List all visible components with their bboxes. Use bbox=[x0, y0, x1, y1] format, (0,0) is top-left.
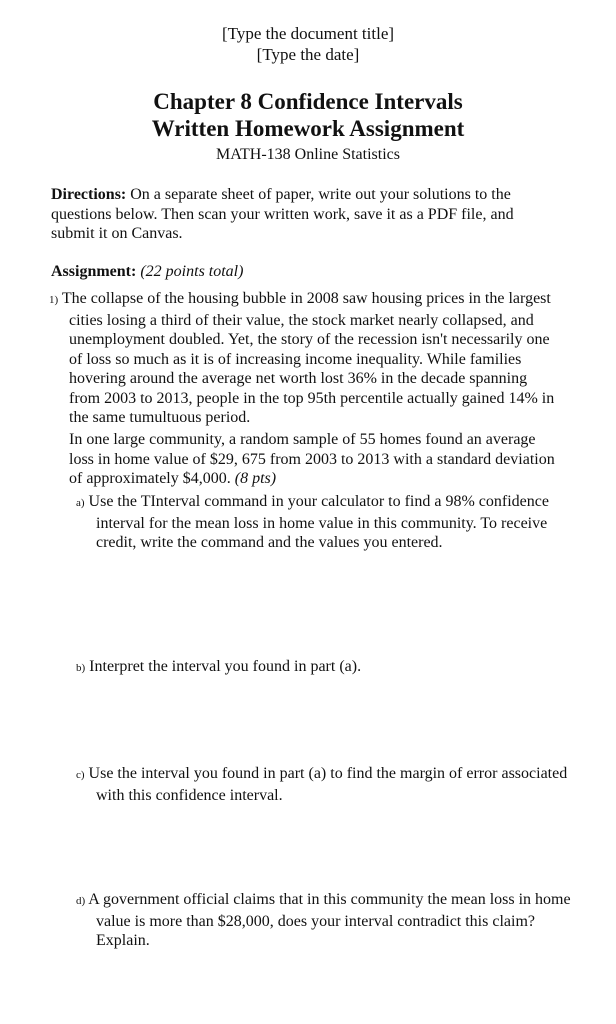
part-b-label: b) bbox=[76, 662, 86, 674]
directions-paragraph bbox=[51, 185, 561, 244]
directions-label: Directions: bbox=[51, 186, 127, 203]
part-a-label: a) bbox=[76, 497, 85, 509]
assignment-points: (22 points total) bbox=[140, 263, 244, 280]
question-1-number: 1) bbox=[49, 294, 59, 306]
part-c-text: Use the interval you found in part (a) to find the margin of error associated with this confidence interval. bbox=[88, 765, 568, 804]
directions-text: On a separate sheet of paper, write out your solutions to the questions below. Then scan your written work, save it as a PDF file, and submit it on Canvas. bbox=[51, 186, 514, 242]
document-date-placeholder: [Type the date] bbox=[256, 45, 360, 64]
question-1-background: The collapse of the housing bubble in 2008 saw housing prices in the largest cities losing a third of their value, the stock market nearly collapsed, and unemployment doubled. Yet, the story of the recession isn't necessarily one of loss so much as it is of increasing income inequality. While families hovering around the average net worth lost 36% in the decade spanning from 2003 to 2013, people in the top 95th percentile actually gained 14% in the same tumultuous period. bbox=[61, 290, 555, 426]
part-d-text: A government official claims that in this community the mean loss in home value is more than $28,000, does your interval contradict this claim? Explain. bbox=[88, 891, 571, 949]
part-c-label: c) bbox=[76, 769, 85, 781]
assignment-label: Assignment: bbox=[51, 263, 137, 280]
course-name: MATH-138 Online Statistics bbox=[216, 146, 400, 163]
part-d-label: d) bbox=[76, 895, 86, 907]
assignment-heading bbox=[51, 262, 561, 282]
part-b bbox=[76, 657, 570, 679]
part-d bbox=[76, 890, 586, 951]
question-1 bbox=[49, 289, 561, 428]
assignment-title: Written Homework Assignment bbox=[151, 116, 465, 141]
chapter-title: Chapter 8 Confidence Intervals bbox=[153, 89, 463, 114]
question-1-scenario bbox=[69, 430, 559, 489]
question-1-scenario-text: In one large community, a random sample of 55 homes found an average loss in home value of $29, 675 from 2003 to 2013 with a standard deviation of approximately $4,000. bbox=[69, 431, 555, 487]
part-c bbox=[76, 764, 570, 805]
part-b-text: Interpret the interval you found in part (a). bbox=[89, 658, 362, 675]
question-1-points: (8 pts) bbox=[234, 470, 277, 487]
part-a bbox=[76, 492, 570, 553]
document-title-placeholder: [Type the document title] bbox=[221, 24, 395, 43]
part-a-text: Use the TInterval command in your calculator to find a 98% confidence interval for the mean loss in home value in this community. To receive credit, write the command and the values you entered. bbox=[88, 493, 549, 551]
